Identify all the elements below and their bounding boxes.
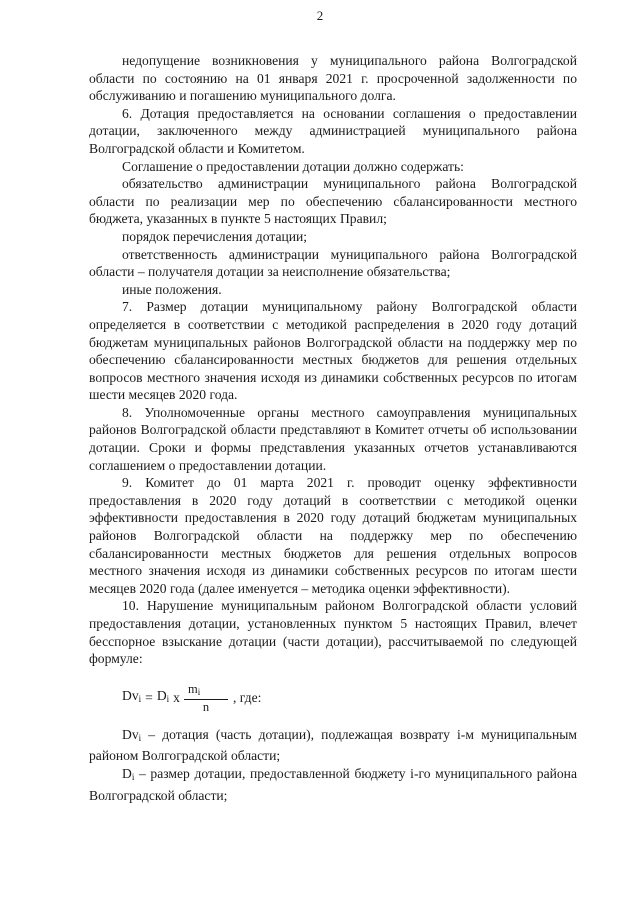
formula-lhs: $Dv_i$ <box>122 687 142 704</box>
paragraph-10: 10. Нарушение муниципальным районом Волгоградской области условий предоставления дотации, установленных пунктом 5 настоящих Правил, влечет бесспорное взыскание дотации (части дотации), рассчитываемой по следующей формуле: <box>89 598 577 667</box>
paragraph-other-provisions: иные положения. <box>122 281 222 297</box>
formula-d: $D_i$ <box>156 687 170 704</box>
paragraph-agreement-intro: Соглашение о предоставлении дотации должно содержать: <box>122 158 464 174</box>
formula-fraction <box>184 682 228 714</box>
paragraph-6: 6. Дотация предоставляется на основании соглашения о предоставлении дотации, заключенного между администрацией муниципального района Волгоградской области и Комитетом. <box>89 105 577 156</box>
paragraph-transfer-procedure: порядок перечисления дотации; <box>122 228 308 244</box>
formula-numerator: $m_i$ <box>184 682 228 700</box>
repayment-formula <box>89 681 577 714</box>
document-body <box>89 52 577 804</box>
paragraph-8: 8. Уполномоченные органы местного самоуправления муниципальных районов Волгоградской области представляют в Комитет отчеты об использовании дотации. Сроки и формы представления указанных отчетов устанавливаются соглашением о предоставлении дотации. <box>89 404 577 473</box>
definition-dvi: $Dv_i$ – дотация (часть дотации), подлежащая возврату i-м муниципальным районом Волгоградской области; <box>89 726 577 764</box>
paragraph-obligation: обязательство администрации муниципального района Волгоградской области по реализации мер по обеспечению сбалансированности местного бюджета, указанных в пункте 5 настоящих Правил; <box>89 176 577 227</box>
page-number: 2 <box>316 8 324 23</box>
formula-denominator: n <box>202 699 210 714</box>
definition-di: $D_i$ – размер дотации, предоставленной бюджету i-го муниципального района Волгоградской области; <box>89 765 577 803</box>
formula-equals: = <box>145 689 153 705</box>
paragraph-7: 7. Размер дотации муниципальному району Волгоградской области определяется в соответствии с методикой распределения в 2020 году дотаций бюджетам муниципальных районов Волгоградской области на поддержку мер по обеспечению сбалансированности местных бюджетов для решения отдельных вопросов местного значения исходя из динамики собственных ресурсов по итогам шести месяцев 2020 года. <box>89 299 577 403</box>
paragraph-responsibility: ответственность администрации муниципального района Волгоградской области – получателя дотации за неисполнение обязательства; <box>89 246 577 280</box>
formula-times: x <box>173 689 180 705</box>
paragraph-9: 9. Комитет до 01 марта 2021 г. проводит оценку эффективности предоставления в 2020 году дотаций в соответствии с методикой оценки эффективности предоставления в 2020 году дотаций бюджетам муниципальных районов Волгоградской области на поддержку мер по обеспечению сбалансированности местных бюджетов для решения отдельных вопросов местного значения исходя из динамики собственных ресурсов по итогам шести месяцев 2020 года (далее именуется – методика оценки эффективности). <box>89 475 577 596</box>
paragraph-continuation: недопущение возникновения у муниципального района Волгоградской области по состоянию на 01 января 2021 г. просроченной задолженности по обслуживанию и погашению муниципального долга. <box>89 53 577 104</box>
formula-tail: , где: <box>232 689 262 705</box>
